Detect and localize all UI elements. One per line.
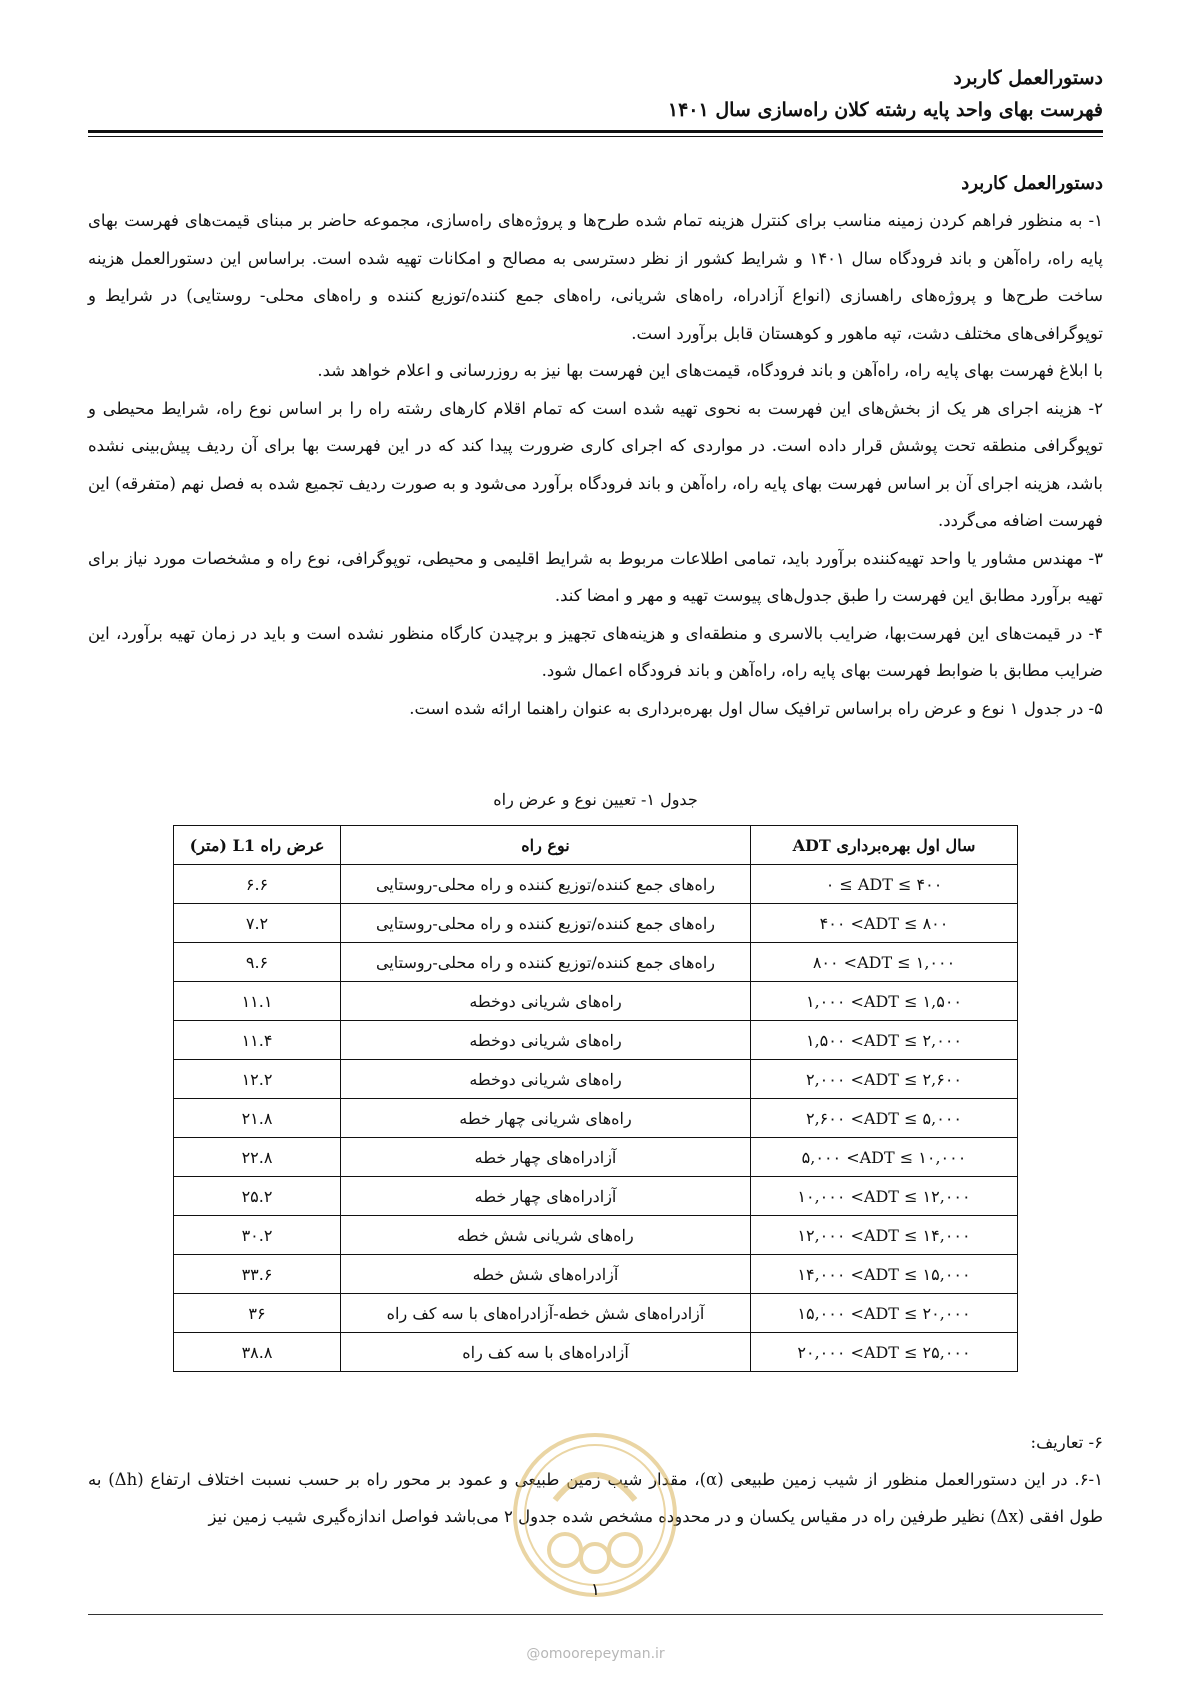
adt-cell: ۱,۵۰۰ <ADT ≤ ۲,۰۰۰ bbox=[751, 1021, 1018, 1060]
road-width-cell: ۱۱.۱ bbox=[174, 982, 341, 1021]
road-type-cell: آزادراه‌های چهار خطه bbox=[341, 1177, 751, 1216]
table-row bbox=[174, 1333, 1018, 1372]
page-number: ۱ bbox=[590, 1580, 601, 1600]
road-width-cell: ۳۳.۶ bbox=[174, 1255, 341, 1294]
adt-cell: ۱۲,۰۰۰ <ADT ≤ ۱۴,۰۰۰ bbox=[751, 1216, 1018, 1255]
header-road-width: عرض راه L1 (متر) bbox=[174, 826, 341, 865]
table-row bbox=[174, 904, 1018, 943]
header-adt: ADT سال اول بهره‌برداری bbox=[751, 826, 1018, 865]
table-caption: جدول ۱- تعیین نوع و عرض راه bbox=[493, 790, 698, 809]
road-width-cell: ۹.۶ bbox=[174, 943, 341, 982]
road-type-cell: راه‌های شریانی دوخطه bbox=[341, 982, 751, 1021]
table-row bbox=[174, 865, 1018, 904]
road-type-cell: راه‌های شریانی دوخطه bbox=[341, 1021, 751, 1060]
road-width-cell: ۳۰.۲ bbox=[174, 1216, 341, 1255]
definition-item-1: ۶-۱. در این دستورالعمل منظور از شیب زمین طبیعی (α)، مقدار شیب زمین طبیعی و عمود بر محور راه بر حسب نسبت اختلاف ارتفاع (Δh) به طول افقی (Δx) نظیر طرفین راه در مقیاس یکسان و در محدوده مشخص شده جدول ۲ می‌باشد فواصل اندازه‌گیری شیب زمین نیز bbox=[88, 1470, 1103, 1526]
definitions-title: ۶- تعاریف: bbox=[1030, 1433, 1103, 1452]
road-width-cell: ۷.۲ bbox=[174, 904, 341, 943]
road-width-cell: ۳۶ bbox=[174, 1294, 341, 1333]
paragraph-4: ۴- در قیمت‌های این فهرست‌بها، ضرایب بالاسری و منطقه‌ای و هزینه‌های تجهیز و برچیدن کارگاه منظور نشده است و باید در زمان تهیه برآورد، این ضرایب مطابق با ضوابط فهرست بهای پایه راه، راه‌آهن و باند فرودگاه اعمال شود. bbox=[88, 623, 1103, 680]
body-text bbox=[88, 165, 1103, 727]
road-type-cell: آزادراه‌های با سه کف راه bbox=[341, 1333, 751, 1372]
adt-cell: ۲,۰۰۰ <ADT ≤ ۲,۶۰۰ bbox=[751, 1060, 1018, 1099]
adt-cell: ۱۵,۰۰۰ <ADT ≤ ۲۰,۰۰۰ bbox=[751, 1294, 1018, 1333]
table-row bbox=[174, 1294, 1018, 1333]
seal-watermark-icon bbox=[510, 1430, 680, 1600]
adt-cell: ۵,۰۰۰ <ADT ≤ ۱۰,۰۰۰ bbox=[751, 1138, 1018, 1177]
section-title: دستورالعمل کاربرد bbox=[961, 173, 1103, 194]
paragraph-5: ۵- در جدول ۱ نوع و عرض راه براساس ترافیک سال اول بهره‌برداری به عنوان راهنما ارائه شده است. bbox=[409, 698, 1103, 718]
paragraph-1b: با ابلاغ فهرست بهای پایه راه، راه‌آهن و باند فرودگاه، قیمت‌های این فهرست بها نیز به روزرسانی و اعلام خواهد شد. bbox=[317, 361, 1103, 380]
table-row bbox=[174, 1216, 1018, 1255]
road-type-cell: راه‌های جمع کننده/توزیع کننده و راه محلی-روستایی bbox=[341, 865, 751, 904]
road-width-cell: ۱۲.۲ bbox=[174, 1060, 341, 1099]
road-type-cell: راه‌های شریانی چهار خطه bbox=[341, 1099, 751, 1138]
road-type-cell: راه‌های شریانی دوخطه bbox=[341, 1060, 751, 1099]
paragraph-2: ۲- هزینه اجرای هر یک از بخش‌های این فهرست به نحوی تهیه شده است که تمام اقلام کارهای رشته راه را بر اساس نوع راه، شرایط محیطی و توپوگرافی منطقه تحت پوشش قرار داده است. در مواردی که اجرای کاری ضرورت پیدا کند که در این فهرست بها برای آن ردیف پیش‌بینی نشده باشد، هزینه اجرای آن بر اساس فهرست بهای پایه راه، راه‌آهن و باند فرودگاه برآورد می‌شود و به صورت ردیف تجمیع شده به فصل نهم (متفرقه) این فهرست اضافه می‌گردد. bbox=[88, 398, 1103, 530]
footer-rule bbox=[88, 1614, 1103, 1615]
road-width-cell: ۲۱.۸ bbox=[174, 1099, 341, 1138]
paragraph-3: ۳- مهندس مشاور یا واحد تهیه‌کننده برآورد باید، تمامی اطلاعات مربوط به شرایط اقلیمی و محیطی، توپوگرافی، نوع راه و مشخصات مورد نیاز برای تهیه برآورد مطابق این فهرست را طبق جدول‌های پیوست تهیه و مهر و امضا کند. bbox=[88, 548, 1103, 605]
table-row bbox=[174, 1177, 1018, 1216]
header-rule-thick bbox=[88, 130, 1103, 133]
adt-cell: ۸۰۰ <ADT ≤ ۱,۰۰۰ bbox=[751, 943, 1018, 982]
table-body bbox=[174, 865, 1018, 1372]
table-row bbox=[174, 1138, 1018, 1177]
adt-cell: ۱۴,۰۰۰ <ADT ≤ ۱۵,۰۰۰ bbox=[751, 1255, 1018, 1294]
adt-cell: ۲۰,۰۰۰ <ADT ≤ ۲۵,۰۰۰ bbox=[751, 1333, 1018, 1372]
road-width-cell: ۱۱.۴ bbox=[174, 1021, 341, 1060]
table-row bbox=[174, 1060, 1018, 1099]
road-width-cell: ۲۲.۸ bbox=[174, 1138, 341, 1177]
table-header-row bbox=[174, 826, 1018, 865]
paragraph-1: ۱- به منظور فراهم کردن زمینه مناسب برای کنترل هزینه تمام شده طرح‌ها و پروژه‌های راه‌سازی، مجموعه حاضر بر مبنای قیمت‌های فهرست بهای پایه راه، راه‌آهن و باند فرودگاه سال ۱۴۰۱ و شرایط کشور از نظر دسترسی به مصالح و امکانات تهیه شده است. براساس این دستورالعمل هزینه ساخت طرح‌ها و پروژه‌های راهسازی (انواع آزادراه، راه‌های شریانی، راه‌های جمع کننده/توزیع کننده و راه‌های محلی- روستایی) در شرایط و توپوگرافی‌های مختلف دشت، تپه ماهور و کوهستان قابل برآورد است. bbox=[88, 211, 1103, 343]
adt-cell: ۴۰۰ <ADT ≤ ۸۰۰ bbox=[751, 904, 1018, 943]
table-row bbox=[174, 1255, 1018, 1294]
road-width-table bbox=[173, 825, 1018, 1372]
road-width-cell: ۶.۶ bbox=[174, 865, 341, 904]
adt-cell: ۱,۰۰۰ <ADT ≤ ۱,۵۰۰ bbox=[751, 982, 1018, 1021]
header-road-type: نوع راه bbox=[341, 826, 751, 865]
adt-cell: ۲,۶۰۰ <ADT ≤ ۵,۰۰۰ bbox=[751, 1099, 1018, 1138]
table-row bbox=[174, 982, 1018, 1021]
road-type-cell: آزادراه‌های شش خطه bbox=[341, 1255, 751, 1294]
road-width-cell: ۲۵.۲ bbox=[174, 1177, 341, 1216]
table-row bbox=[174, 1099, 1018, 1138]
table-row bbox=[174, 1021, 1018, 1060]
header-subtitle: فهرست بهای واحد پایه رشته کلان راه‌سازی سال ۱۴۰۱ bbox=[667, 99, 1103, 121]
header-rule-thin bbox=[88, 136, 1103, 137]
road-type-cell: آزادراه‌های شش خطه-آزادراه‌های با سه کف راه bbox=[341, 1294, 751, 1333]
page-header bbox=[668, 62, 1103, 126]
adt-cell: ۰ ≤ ADT ≤ ۴۰۰ bbox=[751, 865, 1018, 904]
adt-cell: ۱۰,۰۰۰ <ADT ≤ ۱۲,۰۰۰ bbox=[751, 1177, 1018, 1216]
table-row bbox=[174, 943, 1018, 982]
road-type-cell: آزادراه‌های چهار خطه bbox=[341, 1138, 751, 1177]
road-width-cell: ۳۸.۸ bbox=[174, 1333, 341, 1372]
road-type-cell: راه‌های جمع کننده/توزیع کننده و راه محلی-روستایی bbox=[341, 904, 751, 943]
road-type-cell: راه‌های جمع کننده/توزیع کننده و راه محلی-روستایی bbox=[341, 943, 751, 982]
header-title: دستورالعمل کاربرد bbox=[953, 67, 1103, 89]
watermark-url: @omoorepeyman.ir bbox=[526, 1646, 665, 1662]
road-type-cell: راه‌های شریانی شش خطه bbox=[341, 1216, 751, 1255]
